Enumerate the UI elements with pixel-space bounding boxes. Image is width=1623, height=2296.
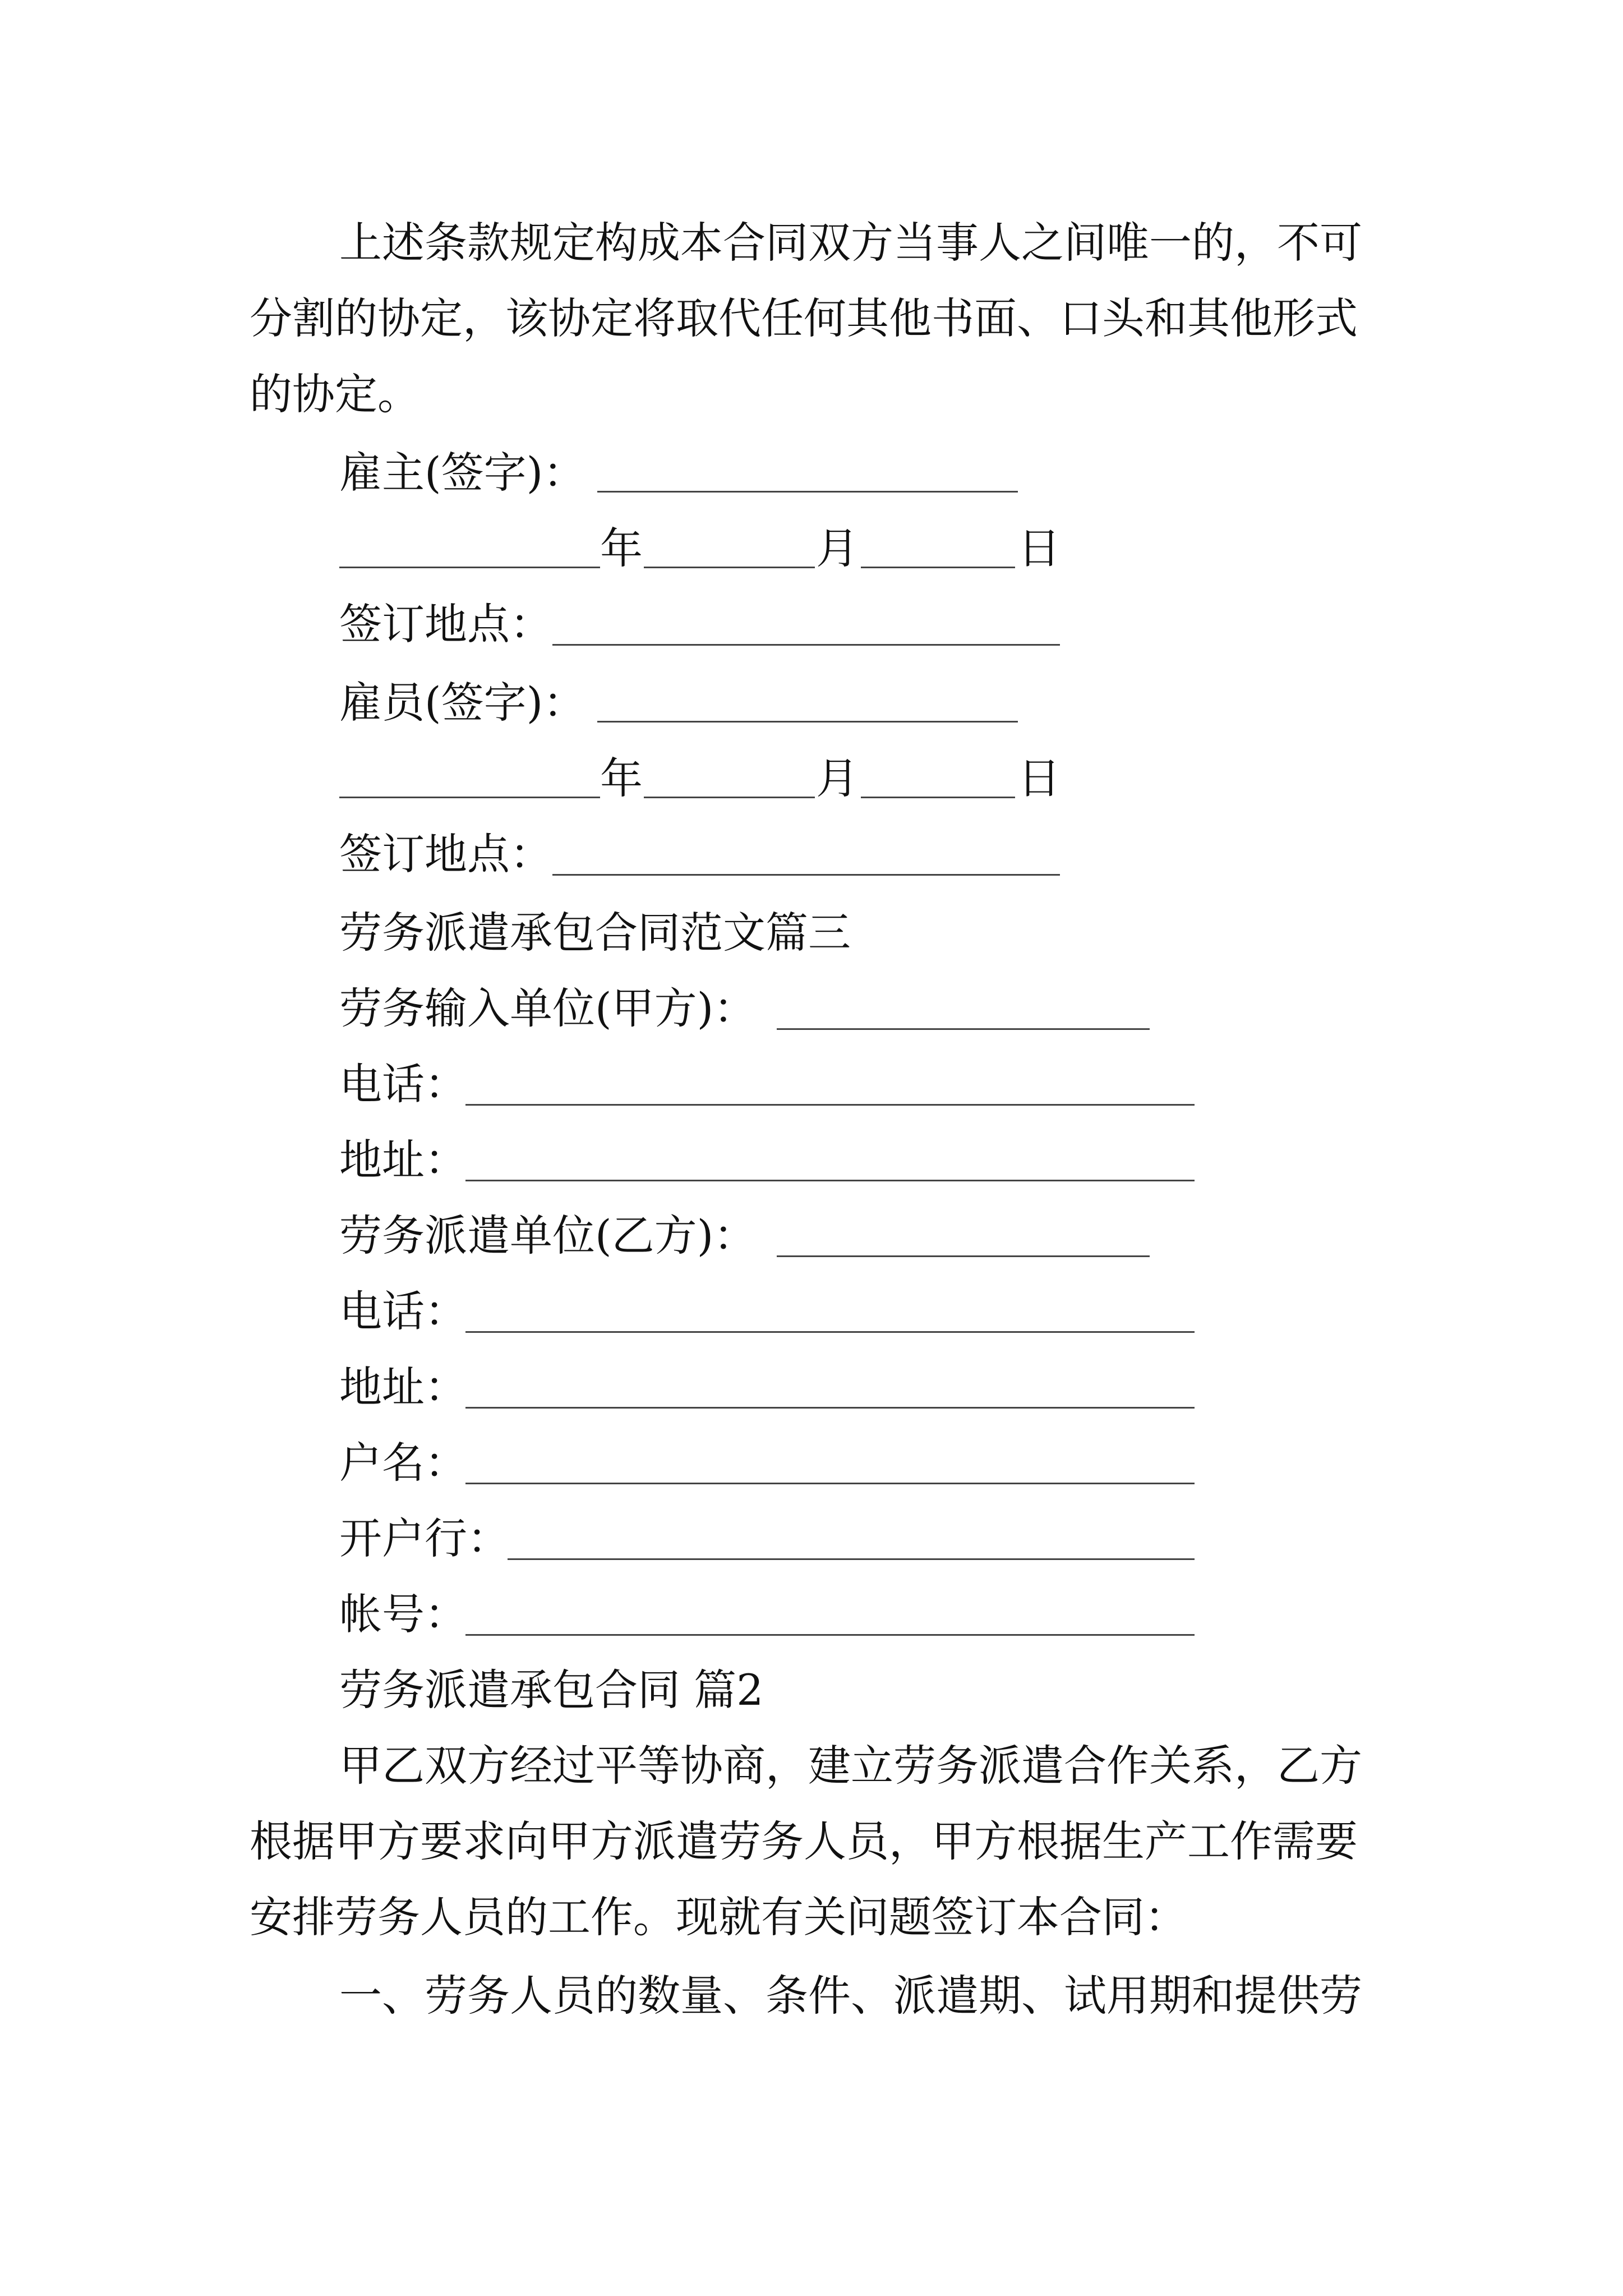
party-a-phone-label: 电话： <box>339 1059 467 1109</box>
party-a-address-blank[interactable] <box>465 1180 1195 1181</box>
month-blank-2[interactable] <box>644 797 815 798</box>
month-label-1: 月 <box>816 523 859 573</box>
day-blank-1[interactable] <box>861 567 1015 568</box>
party-b-phone-label: 电话： <box>339 1286 467 1336</box>
bank-label: 开户行： <box>339 1513 510 1563</box>
account-number-blank[interactable] <box>465 1634 1195 1636</box>
party-b-phone-blank[interactable] <box>465 1331 1195 1333</box>
employee-signature-blank[interactable] <box>597 721 1018 723</box>
intro-paragraph-line-2: 分割的协定，该协定将取代任何其他书面、口头和其他形式 <box>250 293 1358 343</box>
body-paragraph-line-3: 安排劳务人员的工作。现就有关问题签订本合同： <box>250 1892 1187 1942</box>
intro-paragraph-line-1: 上述条款规定构成本合同双方当事人之间唯一的，不可 <box>339 218 1362 268</box>
day-label-2: 日 <box>1018 753 1061 803</box>
section-title-3: 劳务派遣承包合同范文篇三 <box>339 908 851 958</box>
account-name-blank[interactable] <box>465 1483 1195 1484</box>
sign-place-label-2: 签订地点： <box>339 829 552 879</box>
section-title-2: 劳务派遣承包合同 篇2 <box>339 1665 764 1715</box>
sign-place-blank-2[interactable] <box>552 874 1060 876</box>
account-name-label: 户名： <box>339 1438 467 1488</box>
year-blank-1[interactable] <box>339 567 600 568</box>
employer-signature-label: 雇主(签字)： <box>339 448 586 498</box>
party-b-address-label: 地址： <box>339 1362 467 1412</box>
employer-signature-blank[interactable] <box>597 491 1018 493</box>
employee-signature-label: 雇员(签字)： <box>339 678 586 728</box>
bank-blank[interactable] <box>508 1558 1195 1560</box>
party-b-blank[interactable] <box>777 1255 1150 1257</box>
year-blank-2[interactable] <box>339 797 600 798</box>
party-a-label: 劳务输入单位(甲方)： <box>339 983 757 1033</box>
year-label-2: 年 <box>600 753 643 803</box>
party-a-address-label: 地址： <box>339 1135 467 1185</box>
day-label-1: 日 <box>1018 523 1061 573</box>
intro-paragraph-line-3: 的协定。 <box>250 369 420 419</box>
body-paragraph-line-1: 甲乙双方经过平等协商，建立劳务派遣合作关系，乙方 <box>339 1741 1362 1791</box>
body-paragraph-line-2: 根据甲方要求向甲方派遣劳务人员，甲方根据生产工作需要 <box>250 1816 1358 1866</box>
year-label-1: 年 <box>600 523 643 573</box>
party-b-label: 劳务派遣单位(乙方)： <box>339 1211 757 1260</box>
clause-one: 一、劳务人员的数量、条件、派遣期、试用期和提供劳 <box>339 1971 1362 2021</box>
sign-place-label-1: 签订地点： <box>339 599 552 649</box>
day-blank-2[interactable] <box>861 797 1015 798</box>
account-number-label: 帐号： <box>339 1589 467 1639</box>
month-blank-1[interactable] <box>644 567 815 568</box>
party-b-address-blank[interactable] <box>465 1407 1195 1409</box>
month-label-2: 月 <box>816 753 859 803</box>
party-a-phone-blank[interactable] <box>465 1104 1195 1106</box>
sign-place-blank-1[interactable] <box>552 644 1060 646</box>
party-a-blank[interactable] <box>777 1028 1150 1030</box>
